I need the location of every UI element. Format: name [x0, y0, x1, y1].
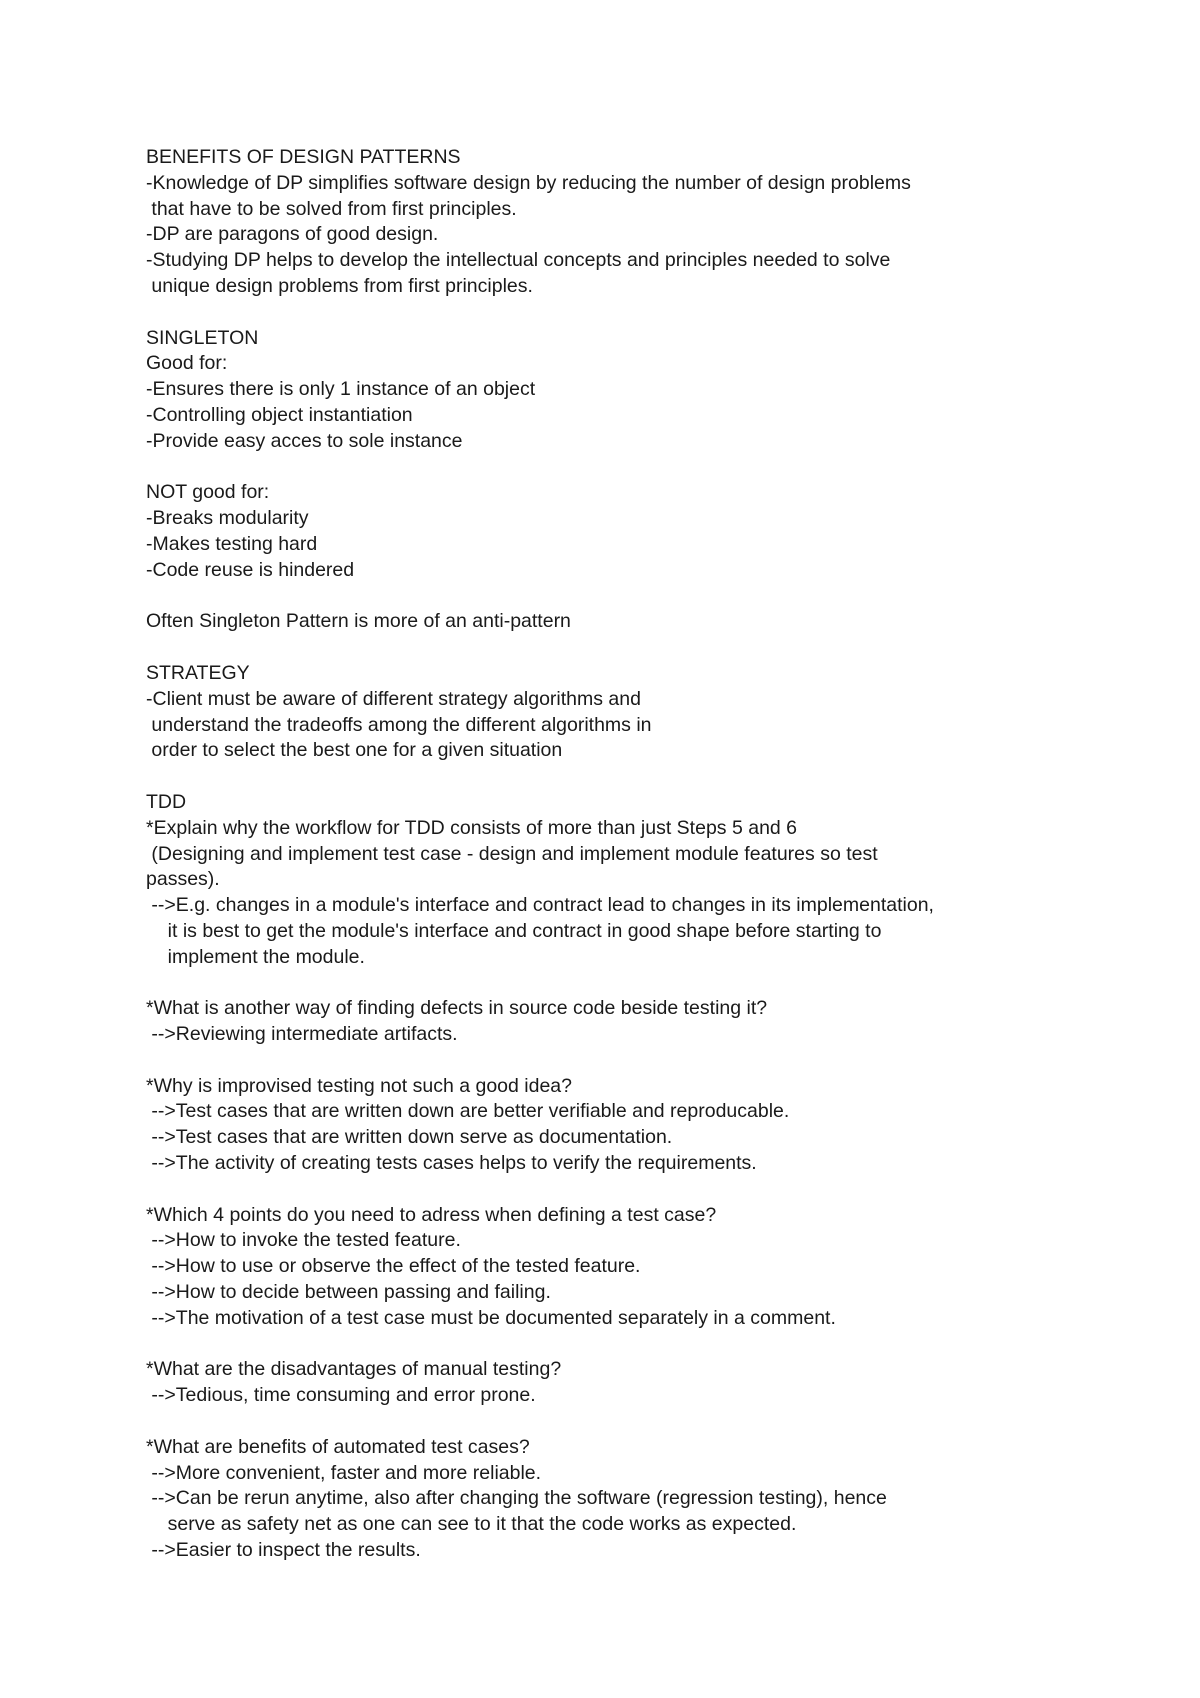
- text-line: -->Can be rerun anytime, also after changing the software (regression testing), hence: [146, 1487, 887, 1510]
- text-line: BENEFITS OF DESIGN PATTERNS: [146, 146, 461, 168]
- text-line: Often Singleton Pattern is more of an anti-pattern: [146, 610, 571, 633]
- text-line: -DP are paragons of good design.: [146, 223, 439, 246]
- text-line: -Controlling object instantiation: [146, 403, 413, 426]
- text-line: -Client must be aware of different strategy algorithms and: [146, 687, 641, 710]
- blank-line: [146, 971, 1146, 997]
- text-line: *Which 4 points do you need to adress when defining a test case?: [146, 1203, 717, 1226]
- text-line: -->Reviewing intermediate artifacts.: [146, 1023, 458, 1046]
- text-line: -->Easier to inspect the results.: [146, 1539, 421, 1562]
- text-line: *What are the disadvantages of manual testing?: [146, 1358, 562, 1381]
- text-line: it is best to get the module's interface and contract in good shape before starting to: [146, 919, 882, 942]
- text-line: implement the module.: [146, 945, 365, 968]
- text-line: order to select the best one for a given situation: [146, 739, 563, 762]
- blank-line: [146, 1332, 1146, 1358]
- blank-line: [146, 764, 1146, 790]
- text-line: unique design problems from first principles.: [146, 274, 533, 297]
- text-line: *Why is improvised testing not such a good idea?: [146, 1074, 572, 1097]
- text-line: -Breaks modularity: [146, 507, 309, 530]
- text-line: *What are benefits of automated test cases?: [146, 1435, 530, 1458]
- document-text: [146, 145, 1146, 1564]
- text-line: -->How to decide between passing and failing.: [146, 1281, 551, 1304]
- blank-line: [146, 584, 1146, 610]
- blank-line: [146, 1409, 1146, 1435]
- blank-line: [146, 1048, 1146, 1074]
- text-line: Good for:: [146, 352, 228, 375]
- text-line: serve as safety net as one can see to it that the code works as expected.: [146, 1513, 797, 1536]
- text-line: -->The motivation of a test case must be documented separately in a comment.: [146, 1306, 836, 1329]
- text-line: -Code reuse is hindered: [146, 558, 355, 581]
- text-line: -->How to use or observe the effect of the tested feature.: [146, 1255, 641, 1278]
- text-line: -->E.g. changes in a module's interface and contract lead to changes in its implementation,: [146, 894, 934, 917]
- text-line: -->How to invoke the tested feature.: [146, 1229, 461, 1252]
- text-line: -Studying DP helps to develop the intellectual concepts and principles needed to solve: [146, 249, 891, 272]
- blank-line: [146, 455, 1146, 481]
- text-line: -Makes testing hard: [146, 532, 318, 555]
- text-line: that have to be solved from first principles.: [146, 197, 517, 220]
- text-line: understand the tradeoffs among the different algorithms in: [146, 713, 652, 736]
- text-line: (Designing and implement test case - design and implement module features so test: [146, 842, 878, 865]
- text-line: -->The activity of creating tests cases helps to verify the requirements.: [146, 1152, 757, 1175]
- blank-line: [146, 635, 1146, 661]
- text-line: -->Tedious, time consuming and error prone.: [146, 1384, 536, 1407]
- text-line: passes).: [146, 868, 220, 891]
- text-line: *Explain why the workflow for TDD consists of more than just Steps 5 and 6: [146, 816, 798, 839]
- text-line: -->Test cases that are written down serve as documentation.: [146, 1126, 673, 1149]
- text-line: *What is another way of finding defects in source code beside testing it?: [146, 997, 768, 1020]
- text-line: NOT good for:: [146, 481, 270, 504]
- text-line: TDD: [146, 790, 187, 813]
- text-line: SINGLETON: [146, 326, 259, 349]
- text-line: -Knowledge of DP simplifies software design by reducing the number of design problems: [146, 171, 911, 194]
- text-line: STRATEGY: [146, 661, 250, 684]
- text-line: -Ensures there is only 1 instance of an object: [146, 378, 536, 401]
- text-line: -->More convenient, faster and more reliable.: [146, 1461, 542, 1484]
- blank-line: [146, 300, 1146, 326]
- text-line: -Provide easy acces to sole instance: [146, 429, 463, 452]
- blank-line: [146, 1177, 1146, 1203]
- text-line: -->Test cases that are written down are better verifiable and reproducable.: [146, 1100, 790, 1123]
